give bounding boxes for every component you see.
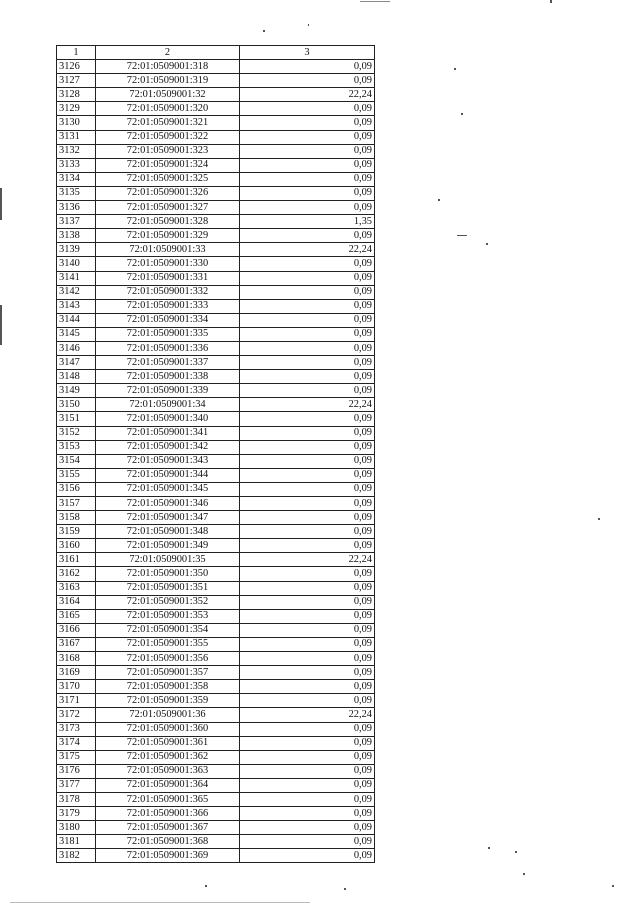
area-value-cell: 0,09	[240, 778, 375, 792]
cadastral-number-cell: 72:01:0509001:350	[96, 567, 240, 581]
area-value-cell: 0,09	[240, 299, 375, 313]
area-value-cell: 0,09	[240, 581, 375, 595]
table-row	[57, 468, 375, 482]
row-number-cell: 3175	[57, 750, 96, 764]
row-number-cell: 3147	[57, 356, 96, 370]
cadastral-number-cell: 72:01:0509001:347	[96, 511, 240, 525]
cadastral-number-cell: 72:01:0509001:325	[96, 172, 240, 186]
table-row	[57, 398, 375, 412]
area-value-cell: 0,09	[240, 257, 375, 271]
area-value-cell: 0,09	[240, 271, 375, 285]
table-row	[57, 74, 375, 88]
table-row	[57, 285, 375, 299]
table-row	[57, 764, 375, 778]
area-value-cell: 0,09	[240, 750, 375, 764]
cadastral-number-cell: 72:01:0509001:33	[96, 243, 240, 257]
table-row	[57, 186, 375, 200]
scan-speck	[550, 0, 552, 3]
row-number-cell: 3161	[57, 553, 96, 567]
scan-speck	[488, 847, 490, 849]
area-value-cell: 0,09	[240, 60, 375, 74]
cadastral-number-cell: 72:01:0509001:336	[96, 341, 240, 355]
cadastral-number-cell: 72:01:0509001:352	[96, 595, 240, 609]
table-row	[57, 849, 375, 863]
table-row	[57, 482, 375, 496]
table-row	[57, 201, 375, 215]
table-row	[57, 567, 375, 581]
cadastral-number-cell: 72:01:0509001:335	[96, 327, 240, 341]
area-value-cell: 0,09	[240, 736, 375, 750]
row-number-cell: 3144	[57, 313, 96, 327]
row-number-cell: 3133	[57, 158, 96, 172]
table-row	[57, 102, 375, 116]
area-value-cell: 0,09	[240, 186, 375, 200]
cadastral-number-cell: 72:01:0509001:333	[96, 299, 240, 313]
table-row	[57, 807, 375, 821]
table-row	[57, 313, 375, 327]
scan-speck	[523, 873, 525, 875]
area-value-cell: 1,35	[240, 215, 375, 229]
scan-speck	[0, 188, 2, 220]
area-value-cell: 0,09	[240, 680, 375, 694]
cadastral-number-cell: 72:01:0509001:365	[96, 792, 240, 806]
cadastral-number-cell: 72:01:0509001:351	[96, 581, 240, 595]
table-row	[57, 229, 375, 243]
table-row	[57, 341, 375, 355]
area-value-cell: 0,09	[240, 849, 375, 863]
scan-speck	[205, 885, 207, 887]
area-value-cell: 0,09	[240, 172, 375, 186]
table-row	[57, 454, 375, 468]
table-row	[57, 215, 375, 229]
cadastral-number-cell: 72:01:0509001:357	[96, 666, 240, 680]
cadastral-number-cell: 72:01:0509001:34	[96, 398, 240, 412]
cadastral-number-cell: 72:01:0509001:361	[96, 736, 240, 750]
area-value-cell: 0,09	[240, 609, 375, 623]
cadastral-number-cell: 72:01:0509001:369	[96, 849, 240, 863]
cadastral-number-cell: 72:01:0509001:321	[96, 116, 240, 130]
cadastral-number-cell: 72:01:0509001:334	[96, 313, 240, 327]
row-number-cell: 3170	[57, 680, 96, 694]
row-number-cell: 3132	[57, 144, 96, 158]
cadastral-number-cell: 72:01:0509001:366	[96, 807, 240, 821]
area-value-cell: 0,09	[240, 511, 375, 525]
cadastral-number-cell: 72:01:0509001:323	[96, 144, 240, 158]
table-row	[57, 384, 375, 398]
area-value-cell: 0,09	[240, 313, 375, 327]
area-value-cell: 22,24	[240, 553, 375, 567]
area-value-cell: 22,24	[240, 243, 375, 257]
area-value-cell: 0,09	[240, 341, 375, 355]
row-number-cell: 3129	[57, 102, 96, 116]
table-row	[57, 440, 375, 454]
cadastral-number-cell: 72:01:0509001:32	[96, 88, 240, 102]
cadastral-number-cell: 72:01:0509001:320	[96, 102, 240, 116]
table-row	[57, 792, 375, 806]
scan-speck	[515, 851, 517, 853]
cadastral-number-cell: 72:01:0509001:343	[96, 454, 240, 468]
cadastral-number-cell: 72:01:0509001:356	[96, 652, 240, 666]
table-row	[57, 581, 375, 595]
cadastral-number-cell: 72:01:0509001:368	[96, 835, 240, 849]
row-number-cell: 3149	[57, 384, 96, 398]
cadastral-number-cell: 72:01:0509001:348	[96, 525, 240, 539]
row-number-cell: 3166	[57, 623, 96, 637]
table-row	[57, 680, 375, 694]
cadastral-number-cell: 72:01:0509001:345	[96, 482, 240, 496]
row-number-cell: 3137	[57, 215, 96, 229]
row-number-cell: 3178	[57, 792, 96, 806]
table-row	[57, 539, 375, 553]
table-row	[57, 666, 375, 680]
table-row	[57, 821, 375, 835]
cadastral-number-cell: 72:01:0509001:342	[96, 440, 240, 454]
row-number-cell: 3174	[57, 736, 96, 750]
row-number-cell: 3167	[57, 637, 96, 651]
area-value-cell: 0,09	[240, 652, 375, 666]
table-row	[57, 497, 375, 511]
table-row	[57, 327, 375, 341]
row-number-cell: 3138	[57, 229, 96, 243]
area-value-cell: 0,09	[240, 595, 375, 609]
scan-speck	[308, 24, 309, 26]
area-value-cell: 0,09	[240, 764, 375, 778]
row-number-cell: 3141	[57, 271, 96, 285]
cadastral-number-cell: 72:01:0509001:344	[96, 468, 240, 482]
row-number-cell: 3159	[57, 525, 96, 539]
cadastral-number-cell: 72:01:0509001:340	[96, 412, 240, 426]
row-number-cell: 3146	[57, 341, 96, 355]
row-number-cell: 3135	[57, 186, 96, 200]
row-number-cell: 3177	[57, 778, 96, 792]
scan-artifact-bottom-line	[10, 902, 310, 903]
scan-speck	[344, 888, 346, 890]
area-value-cell: 0,09	[240, 637, 375, 651]
row-number-cell: 3158	[57, 511, 96, 525]
row-number-cell: 3172	[57, 708, 96, 722]
row-number-cell: 3140	[57, 257, 96, 271]
area-value-cell: 0,09	[240, 102, 375, 116]
scan-speck	[454, 68, 456, 70]
area-value-cell: 0,09	[240, 229, 375, 243]
table-row	[57, 116, 375, 130]
area-value-cell: 0,09	[240, 567, 375, 581]
cadastral-number-cell: 72:01:0509001:355	[96, 637, 240, 651]
cadastral-number-cell: 72:01:0509001:346	[96, 497, 240, 511]
cadastral-number-cell: 72:01:0509001:332	[96, 285, 240, 299]
table-body	[57, 60, 375, 863]
area-value-cell: 0,09	[240, 356, 375, 370]
area-value-cell: 0,09	[240, 468, 375, 482]
row-number-cell: 3145	[57, 327, 96, 341]
row-number-cell: 3127	[57, 74, 96, 88]
area-value-cell: 0,09	[240, 623, 375, 637]
cadastral-number-cell: 72:01:0509001:319	[96, 74, 240, 88]
table-row	[57, 722, 375, 736]
area-value-cell: 0,09	[240, 694, 375, 708]
row-number-cell: 3160	[57, 539, 96, 553]
row-number-cell: 3173	[57, 722, 96, 736]
row-number-cell: 3148	[57, 370, 96, 384]
area-value-cell: 0,09	[240, 116, 375, 130]
row-number-cell: 3180	[57, 821, 96, 835]
row-number-cell: 3143	[57, 299, 96, 313]
area-value-cell: 0,09	[240, 285, 375, 299]
cadastral-number-cell: 72:01:0509001:324	[96, 158, 240, 172]
area-value-cell: 0,09	[240, 370, 375, 384]
row-number-cell: 3156	[57, 482, 96, 496]
table-row	[57, 257, 375, 271]
area-value-cell: 0,09	[240, 821, 375, 835]
cadastral-number-cell: 72:01:0509001:364	[96, 778, 240, 792]
scan-speck	[263, 30, 265, 32]
area-value-cell: 0,09	[240, 426, 375, 440]
row-number-cell: 3153	[57, 440, 96, 454]
area-value-cell: 0,09	[240, 497, 375, 511]
row-number-cell: 3130	[57, 116, 96, 130]
row-number-cell: 3168	[57, 652, 96, 666]
table-row	[57, 511, 375, 525]
cadastral-number-cell: 72:01:0509001:318	[96, 60, 240, 74]
scan-speck	[0, 305, 2, 345]
table-row	[57, 370, 375, 384]
area-value-cell: 0,09	[240, 74, 375, 88]
table-row	[57, 144, 375, 158]
row-number-cell: 3151	[57, 412, 96, 426]
column-header-1: 1	[57, 46, 96, 60]
area-value-cell: 0,09	[240, 327, 375, 341]
cadastral-number-cell: 72:01:0509001:339	[96, 384, 240, 398]
row-number-cell: 3169	[57, 666, 96, 680]
table-row	[57, 736, 375, 750]
area-value-cell: 0,09	[240, 539, 375, 553]
cadastral-number-cell: 72:01:0509001:322	[96, 130, 240, 144]
scan-speck	[461, 113, 463, 115]
scan-speck	[612, 885, 614, 887]
table-row	[57, 60, 375, 74]
table-row	[57, 778, 375, 792]
row-number-cell: 3152	[57, 426, 96, 440]
cadastral-number-cell: 72:01:0509001:338	[96, 370, 240, 384]
cadastral-number-cell: 72:01:0509001:363	[96, 764, 240, 778]
row-number-cell: 3163	[57, 581, 96, 595]
area-value-cell: 0,09	[240, 482, 375, 496]
scan-speck	[486, 243, 488, 245]
row-number-cell: 3150	[57, 398, 96, 412]
area-value-cell: 0,09	[240, 144, 375, 158]
row-number-cell: 3142	[57, 285, 96, 299]
table-row	[57, 130, 375, 144]
table-row	[57, 835, 375, 849]
row-number-cell: 3154	[57, 454, 96, 468]
row-number-cell: 3179	[57, 807, 96, 821]
cadastral-number-cell: 72:01:0509001:362	[96, 750, 240, 764]
area-value-cell: 0,09	[240, 158, 375, 172]
table-row	[57, 637, 375, 651]
cadastral-number-cell: 72:01:0509001:330	[96, 257, 240, 271]
area-value-cell: 0,09	[240, 130, 375, 144]
table-row	[57, 595, 375, 609]
table-row	[57, 525, 375, 539]
table-row	[57, 652, 375, 666]
table-row	[57, 708, 375, 722]
cadastral-number-cell: 72:01:0509001:359	[96, 694, 240, 708]
cadastral-table	[56, 45, 375, 863]
table-row	[57, 426, 375, 440]
cadastral-number-cell: 72:01:0509001:329	[96, 229, 240, 243]
area-value-cell: 0,09	[240, 525, 375, 539]
area-value-cell: 0,09	[240, 666, 375, 680]
row-number-cell: 3165	[57, 609, 96, 623]
scan-speck	[598, 518, 600, 520]
row-number-cell: 3128	[57, 88, 96, 102]
area-value-cell: 22,24	[240, 708, 375, 722]
row-number-cell: 3134	[57, 172, 96, 186]
row-number-cell: 3181	[57, 835, 96, 849]
table-row	[57, 694, 375, 708]
cadastral-number-cell: 72:01:0509001:331	[96, 271, 240, 285]
area-value-cell: 0,09	[240, 201, 375, 215]
row-number-cell: 3126	[57, 60, 96, 74]
area-value-cell: 0,09	[240, 792, 375, 806]
row-number-cell: 3182	[57, 849, 96, 863]
area-value-cell: 0,09	[240, 722, 375, 736]
area-value-cell: 22,24	[240, 88, 375, 102]
cadastral-number-cell: 72:01:0509001:341	[96, 426, 240, 440]
cadastral-number-cell: 72:01:0509001:360	[96, 722, 240, 736]
cadastral-number-cell: 72:01:0509001:358	[96, 680, 240, 694]
scan-artifact-top-line	[360, 1, 390, 2]
table-row	[57, 623, 375, 637]
table-row	[57, 299, 375, 313]
area-value-cell: 0,09	[240, 440, 375, 454]
cadastral-number-cell: 72:01:0509001:328	[96, 215, 240, 229]
row-number-cell: 3131	[57, 130, 96, 144]
area-value-cell: 0,09	[240, 454, 375, 468]
row-number-cell: 3162	[57, 567, 96, 581]
cadastral-number-cell: 72:01:0509001:327	[96, 201, 240, 215]
row-number-cell: 3164	[57, 595, 96, 609]
row-number-cell: 3139	[57, 243, 96, 257]
table-row	[57, 412, 375, 426]
table-row	[57, 172, 375, 186]
cadastral-number-cell: 72:01:0509001:353	[96, 609, 240, 623]
cadastral-number-cell: 72:01:0509001:349	[96, 539, 240, 553]
table-row	[57, 553, 375, 567]
row-number-cell: 3157	[57, 497, 96, 511]
table-row	[57, 158, 375, 172]
column-header-2: 2	[96, 46, 240, 60]
column-header-3: 3	[240, 46, 375, 60]
cadastral-number-cell: 72:01:0509001:326	[96, 186, 240, 200]
row-number-cell: 3136	[57, 201, 96, 215]
table-header-row	[57, 46, 375, 60]
cadastral-number-cell: 72:01:0509001:367	[96, 821, 240, 835]
area-value-cell: 0,09	[240, 835, 375, 849]
row-number-cell: 3171	[57, 694, 96, 708]
area-value-cell: 0,09	[240, 412, 375, 426]
cadastral-number-cell: 72:01:0509001:354	[96, 623, 240, 637]
cadastral-number-cell: 72:01:0509001:36	[96, 708, 240, 722]
table-row	[57, 88, 375, 102]
area-value-cell: 0,09	[240, 384, 375, 398]
table-row	[57, 271, 375, 285]
scan-speck	[438, 199, 440, 201]
cadastral-number-cell: 72:01:0509001:35	[96, 553, 240, 567]
table-row	[57, 243, 375, 257]
scan-speck	[457, 235, 467, 236]
table-row	[57, 609, 375, 623]
table-row	[57, 356, 375, 370]
row-number-cell: 3176	[57, 764, 96, 778]
cadastral-number-cell: 72:01:0509001:337	[96, 356, 240, 370]
area-value-cell: 0,09	[240, 807, 375, 821]
row-number-cell: 3155	[57, 468, 96, 482]
table-row	[57, 750, 375, 764]
area-value-cell: 22,24	[240, 398, 375, 412]
